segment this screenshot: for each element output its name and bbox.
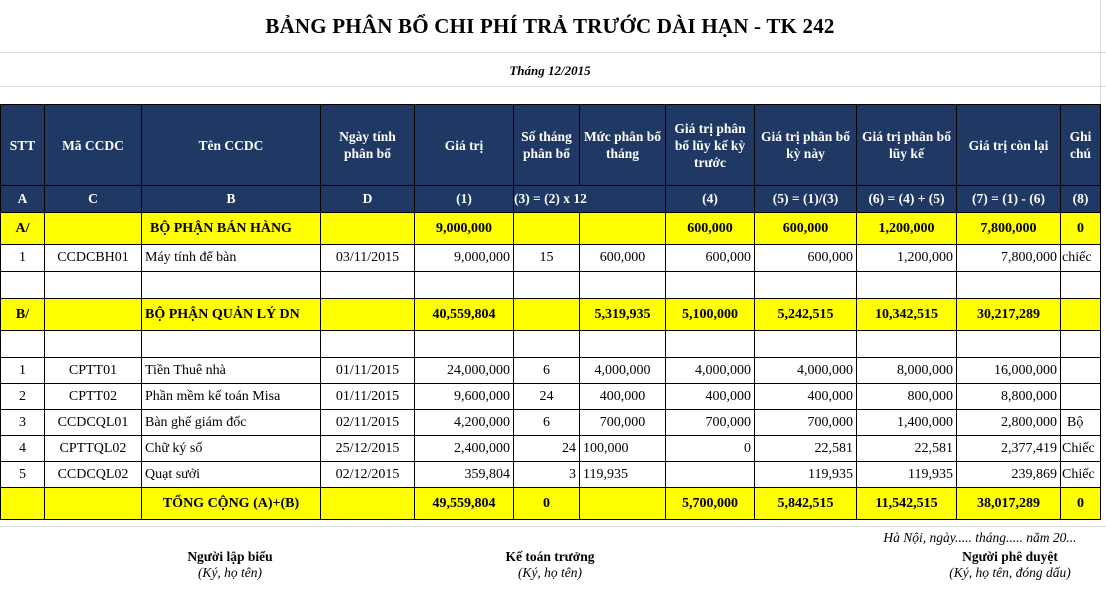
date-cell[interactable]: 03/11/2015 (321, 245, 415, 272)
prior-cell[interactable]: 600,000 (666, 245, 755, 272)
index-cell[interactable]: (4) (666, 186, 755, 213)
table-row (1, 410, 1101, 436)
grid-line (0, 86, 1106, 87)
section-name[interactable]: BỘ PHẬN QUẢN LÝ DN (142, 299, 321, 331)
table-row (1, 384, 1101, 410)
section-b-row (1, 299, 1101, 331)
monthly-cell[interactable]: 100,000 (580, 436, 666, 462)
total-remain[interactable]: 38,017,289 (957, 488, 1061, 520)
section-current[interactable]: 600,000 (755, 213, 857, 245)
total-value[interactable]: 49,559,804 (415, 488, 514, 520)
index-cell[interactable]: (8) (1061, 186, 1101, 213)
index-cell[interactable]: C (45, 186, 142, 213)
name-cell[interactable]: Quạt sưởi (142, 462, 321, 488)
section-current[interactable]: 5,242,515 (755, 299, 857, 331)
header-cell[interactable]: STT (1, 105, 45, 186)
value-cell[interactable]: 24,000,000 (415, 358, 514, 384)
signature-title: Người lập biểu (187, 549, 273, 564)
note-cell[interactable] (1061, 358, 1101, 384)
signature-note: (Ký, họ tên, đóng dấu) (949, 565, 1071, 580)
value-cell[interactable]: 9,000,000 (415, 245, 514, 272)
total-row (1, 488, 1101, 520)
stt-cell[interactable]: 3 (1, 410, 45, 436)
signature-note: (Ký, họ tên) (197, 565, 263, 580)
section-note[interactable]: 0 (1061, 213, 1101, 245)
table-row (1, 436, 1101, 462)
section-prior[interactable]: 600,000 (666, 213, 755, 245)
months-cell[interactable]: 24 (514, 384, 580, 410)
cell[interactable] (415, 272, 514, 299)
accum-cell[interactable]: 22,581 (857, 436, 957, 462)
header-row (1, 105, 1101, 186)
index-cell[interactable]: (3) = (2) x 12 (514, 186, 666, 213)
table-row (1, 462, 1101, 488)
signature-chief-accountant (470, 549, 630, 581)
cell[interactable] (580, 331, 666, 358)
section-monthly[interactable]: 5,319,935 (580, 299, 666, 331)
date-cell[interactable]: 01/11/2015 (321, 358, 415, 384)
prior-cell[interactable]: 0 (666, 436, 755, 462)
sheet-title: BẢNG PHÂN BỔ CHI PHÍ TRẢ TRƯỚC DÀI HẠN - TK 242 (265, 14, 835, 38)
signature-title: Người phê duyệt (962, 549, 1058, 564)
note-cell[interactable]: Chiếc (1061, 462, 1101, 488)
prior-cell[interactable] (666, 462, 755, 488)
cell[interactable] (45, 272, 142, 299)
cell[interactable] (666, 331, 755, 358)
cell[interactable] (514, 331, 580, 358)
code-cell[interactable]: CCDCBH01 (45, 245, 142, 272)
total-accum[interactable]: 11,542,515 (857, 488, 957, 520)
cell[interactable] (321, 331, 415, 358)
accum-cell[interactable]: 1,400,000 (857, 410, 957, 436)
grid-line (0, 52, 1106, 53)
prior-cell[interactable]: 400,000 (666, 384, 755, 410)
index-row (1, 186, 1101, 213)
total-note[interactable]: 0 (1061, 488, 1101, 520)
header-cell[interactable]: Giá trị phân bổ lũy kế kỳ trước (666, 105, 755, 186)
cell[interactable] (142, 331, 321, 358)
section-code[interactable]: B/ (1, 299, 45, 331)
cell[interactable] (1061, 272, 1101, 299)
total-label[interactable]: TỔNG CỘNG (A)+(B) (142, 488, 321, 520)
name-cell[interactable]: Phần mềm kế toán Misa (142, 384, 321, 410)
note-cell[interactable]: Bộ (1061, 410, 1101, 436)
date-cell[interactable]: 02/11/2015 (321, 410, 415, 436)
current-cell[interactable]: 400,000 (755, 384, 857, 410)
current-cell[interactable]: 700,000 (755, 410, 857, 436)
remain-cell[interactable]: 7,800,000 (957, 245, 1061, 272)
prior-cell[interactable]: 700,000 (666, 410, 755, 436)
remain-cell[interactable]: 2,377,419 (957, 436, 1061, 462)
signature-preparer (150, 549, 310, 581)
cell[interactable] (580, 272, 666, 299)
months-cell[interactable]: 6 (514, 410, 580, 436)
monthly-cell[interactable]: 119,935 (580, 462, 666, 488)
section-prior[interactable]: 5,100,000 (666, 299, 755, 331)
blank-row (1, 272, 1101, 299)
cell[interactable] (514, 299, 580, 331)
cell[interactable] (142, 272, 321, 299)
months-cell[interactable]: 3 (514, 462, 580, 488)
total-prior[interactable]: 5,700,000 (666, 488, 755, 520)
date-cell[interactable]: 02/12/2015 (321, 462, 415, 488)
header-cell[interactable]: Giá trị phân bổ lũy kế (857, 105, 957, 186)
name-cell[interactable]: Tiền Thuê nhà (142, 358, 321, 384)
section-code[interactable]: A/ (1, 213, 45, 245)
header-cell[interactable]: Giá trị (415, 105, 514, 186)
code-cell[interactable]: CPTTQL02 (45, 436, 142, 462)
cell[interactable] (755, 272, 857, 299)
accum-cell[interactable]: 1,200,000 (857, 245, 957, 272)
section-accum[interactable]: 10,342,515 (857, 299, 957, 331)
value-cell[interactable]: 359,804 (415, 462, 514, 488)
current-cell[interactable]: 4,000,000 (755, 358, 857, 384)
monthly-cell[interactable]: 700,000 (580, 410, 666, 436)
cell[interactable] (45, 488, 142, 520)
cell[interactable] (857, 331, 957, 358)
stt-cell[interactable]: 1 (1, 358, 45, 384)
name-cell[interactable]: Chữ ký số (142, 436, 321, 462)
name-cell[interactable]: Máy tính để bàn (142, 245, 321, 272)
current-cell[interactable]: 119,935 (755, 462, 857, 488)
cell[interactable] (514, 213, 580, 245)
monthly-cell[interactable]: 4,000,000 (580, 358, 666, 384)
code-cell[interactable]: CPTT02 (45, 384, 142, 410)
section-accum[interactable]: 1,200,000 (857, 213, 957, 245)
header-cell[interactable]: Tên CCDC (142, 105, 321, 186)
accum-cell[interactable]: 800,000 (857, 384, 957, 410)
allocation-table (0, 104, 1101, 520)
sheet-subtitle: Tháng 12/2015 (509, 63, 591, 78)
remain-cell[interactable]: 16,000,000 (957, 358, 1061, 384)
note-cell[interactable]: Chiếc (1061, 436, 1101, 462)
date-cell[interactable]: 25/12/2015 (321, 436, 415, 462)
cell[interactable] (45, 299, 142, 331)
section-value[interactable]: 9,000,000 (415, 213, 514, 245)
table-row (1, 358, 1101, 384)
cell[interactable] (580, 488, 666, 520)
signature-approver (920, 549, 1100, 581)
remain-cell[interactable]: 8,800,000 (957, 384, 1061, 410)
accum-cell[interactable]: 8,000,000 (857, 358, 957, 384)
table-row (1, 245, 1101, 272)
note-cell[interactable]: chiếc (1061, 245, 1101, 272)
date-cell[interactable]: 01/11/2015 (321, 384, 415, 410)
grid-line (1100, 0, 1101, 104)
blank-row (1, 331, 1101, 358)
cell[interactable] (580, 213, 666, 245)
section-remain[interactable]: 30,217,289 (957, 299, 1061, 331)
cell[interactable] (1, 488, 45, 520)
stt-cell[interactable]: 4 (1, 436, 45, 462)
grid-line (0, 526, 1106, 527)
index-cell[interactable]: (6) = (4) + (5) (857, 186, 957, 213)
cell[interactable] (514, 272, 580, 299)
section-value[interactable]: 40,559,804 (415, 299, 514, 331)
index-cell[interactable]: (1) (415, 186, 514, 213)
code-cell[interactable]: CCDCQL02 (45, 462, 142, 488)
cell[interactable] (957, 272, 1061, 299)
cell[interactable] (321, 272, 415, 299)
accum-cell[interactable]: 119,935 (857, 462, 957, 488)
cell[interactable] (666, 272, 755, 299)
remain-cell[interactable]: 239,869 (957, 462, 1061, 488)
current-cell[interactable]: 22,581 (755, 436, 857, 462)
cell[interactable] (1, 272, 45, 299)
months-cell[interactable]: 6 (514, 358, 580, 384)
note-cell[interactable] (1061, 384, 1101, 410)
cell[interactable] (415, 331, 514, 358)
cell[interactable] (755, 331, 857, 358)
signature-note: (Ký, họ tên) (517, 565, 583, 580)
header-cell[interactable]: Mã CCDC (45, 105, 142, 186)
code-cell[interactable]: CCDCQL01 (45, 410, 142, 436)
header-cell[interactable]: Giá trị phân bổ kỳ này (755, 105, 857, 186)
current-cell[interactable]: 600,000 (755, 245, 857, 272)
index-cell[interactable]: (7) = (1) - (6) (957, 186, 1061, 213)
remain-cell[interactable]: 2,800,000 (957, 410, 1061, 436)
months-cell[interactable]: 15 (514, 245, 580, 272)
cell[interactable] (321, 213, 415, 245)
section-remain[interactable]: 7,800,000 (957, 213, 1061, 245)
total-current[interactable]: 5,842,515 (755, 488, 857, 520)
stt-cell[interactable]: 1 (1, 245, 45, 272)
signature-title: Kế toán trưởng (505, 549, 595, 564)
stt-cell[interactable]: 5 (1, 462, 45, 488)
code-cell[interactable]: CPTT01 (45, 358, 142, 384)
header-cell[interactable]: Ghi chú (1061, 105, 1101, 186)
cell[interactable] (957, 331, 1061, 358)
header-cell[interactable]: Giá trị còn lại (957, 105, 1061, 186)
value-cell[interactable]: 4,200,000 (415, 410, 514, 436)
section-a-row (1, 213, 1101, 245)
cell[interactable] (321, 299, 415, 331)
monthly-cell[interactable]: 600,000 (580, 245, 666, 272)
header-cell[interactable]: Số tháng phân bổ (514, 105, 580, 186)
prior-cell[interactable]: 4,000,000 (666, 358, 755, 384)
cell[interactable] (857, 272, 957, 299)
index-cell[interactable]: D (321, 186, 415, 213)
cell[interactable] (45, 213, 142, 245)
place-date: Hà Nội, ngày..... tháng..... năm 20... (883, 530, 1077, 545)
total-months[interactable]: 0 (514, 488, 580, 520)
name-cell[interactable]: Bàn ghế giám đốc (142, 410, 321, 436)
cell[interactable] (321, 488, 415, 520)
header-cell[interactable]: Mức phân bổ tháng (580, 105, 666, 186)
index-cell[interactable]: B (142, 186, 321, 213)
index-cell[interactable]: (5) = (1)/(3) (755, 186, 857, 213)
stt-cell[interactable]: 2 (1, 384, 45, 410)
cell[interactable] (1061, 299, 1101, 331)
cell[interactable] (1, 331, 45, 358)
section-name[interactable]: BỘ PHẬN BÁN HÀNG (142, 213, 321, 245)
cell[interactable] (45, 331, 142, 358)
index-cell[interactable]: A (1, 186, 45, 213)
cell[interactable] (1061, 331, 1101, 358)
header-cell[interactable]: Ngày tính phân bổ (321, 105, 415, 186)
monthly-cell[interactable]: 400,000 (580, 384, 666, 410)
value-cell[interactable]: 2,400,000 (415, 436, 514, 462)
value-cell[interactable]: 9,600,000 (415, 384, 514, 410)
months-cell[interactable]: 24 (514, 436, 580, 462)
